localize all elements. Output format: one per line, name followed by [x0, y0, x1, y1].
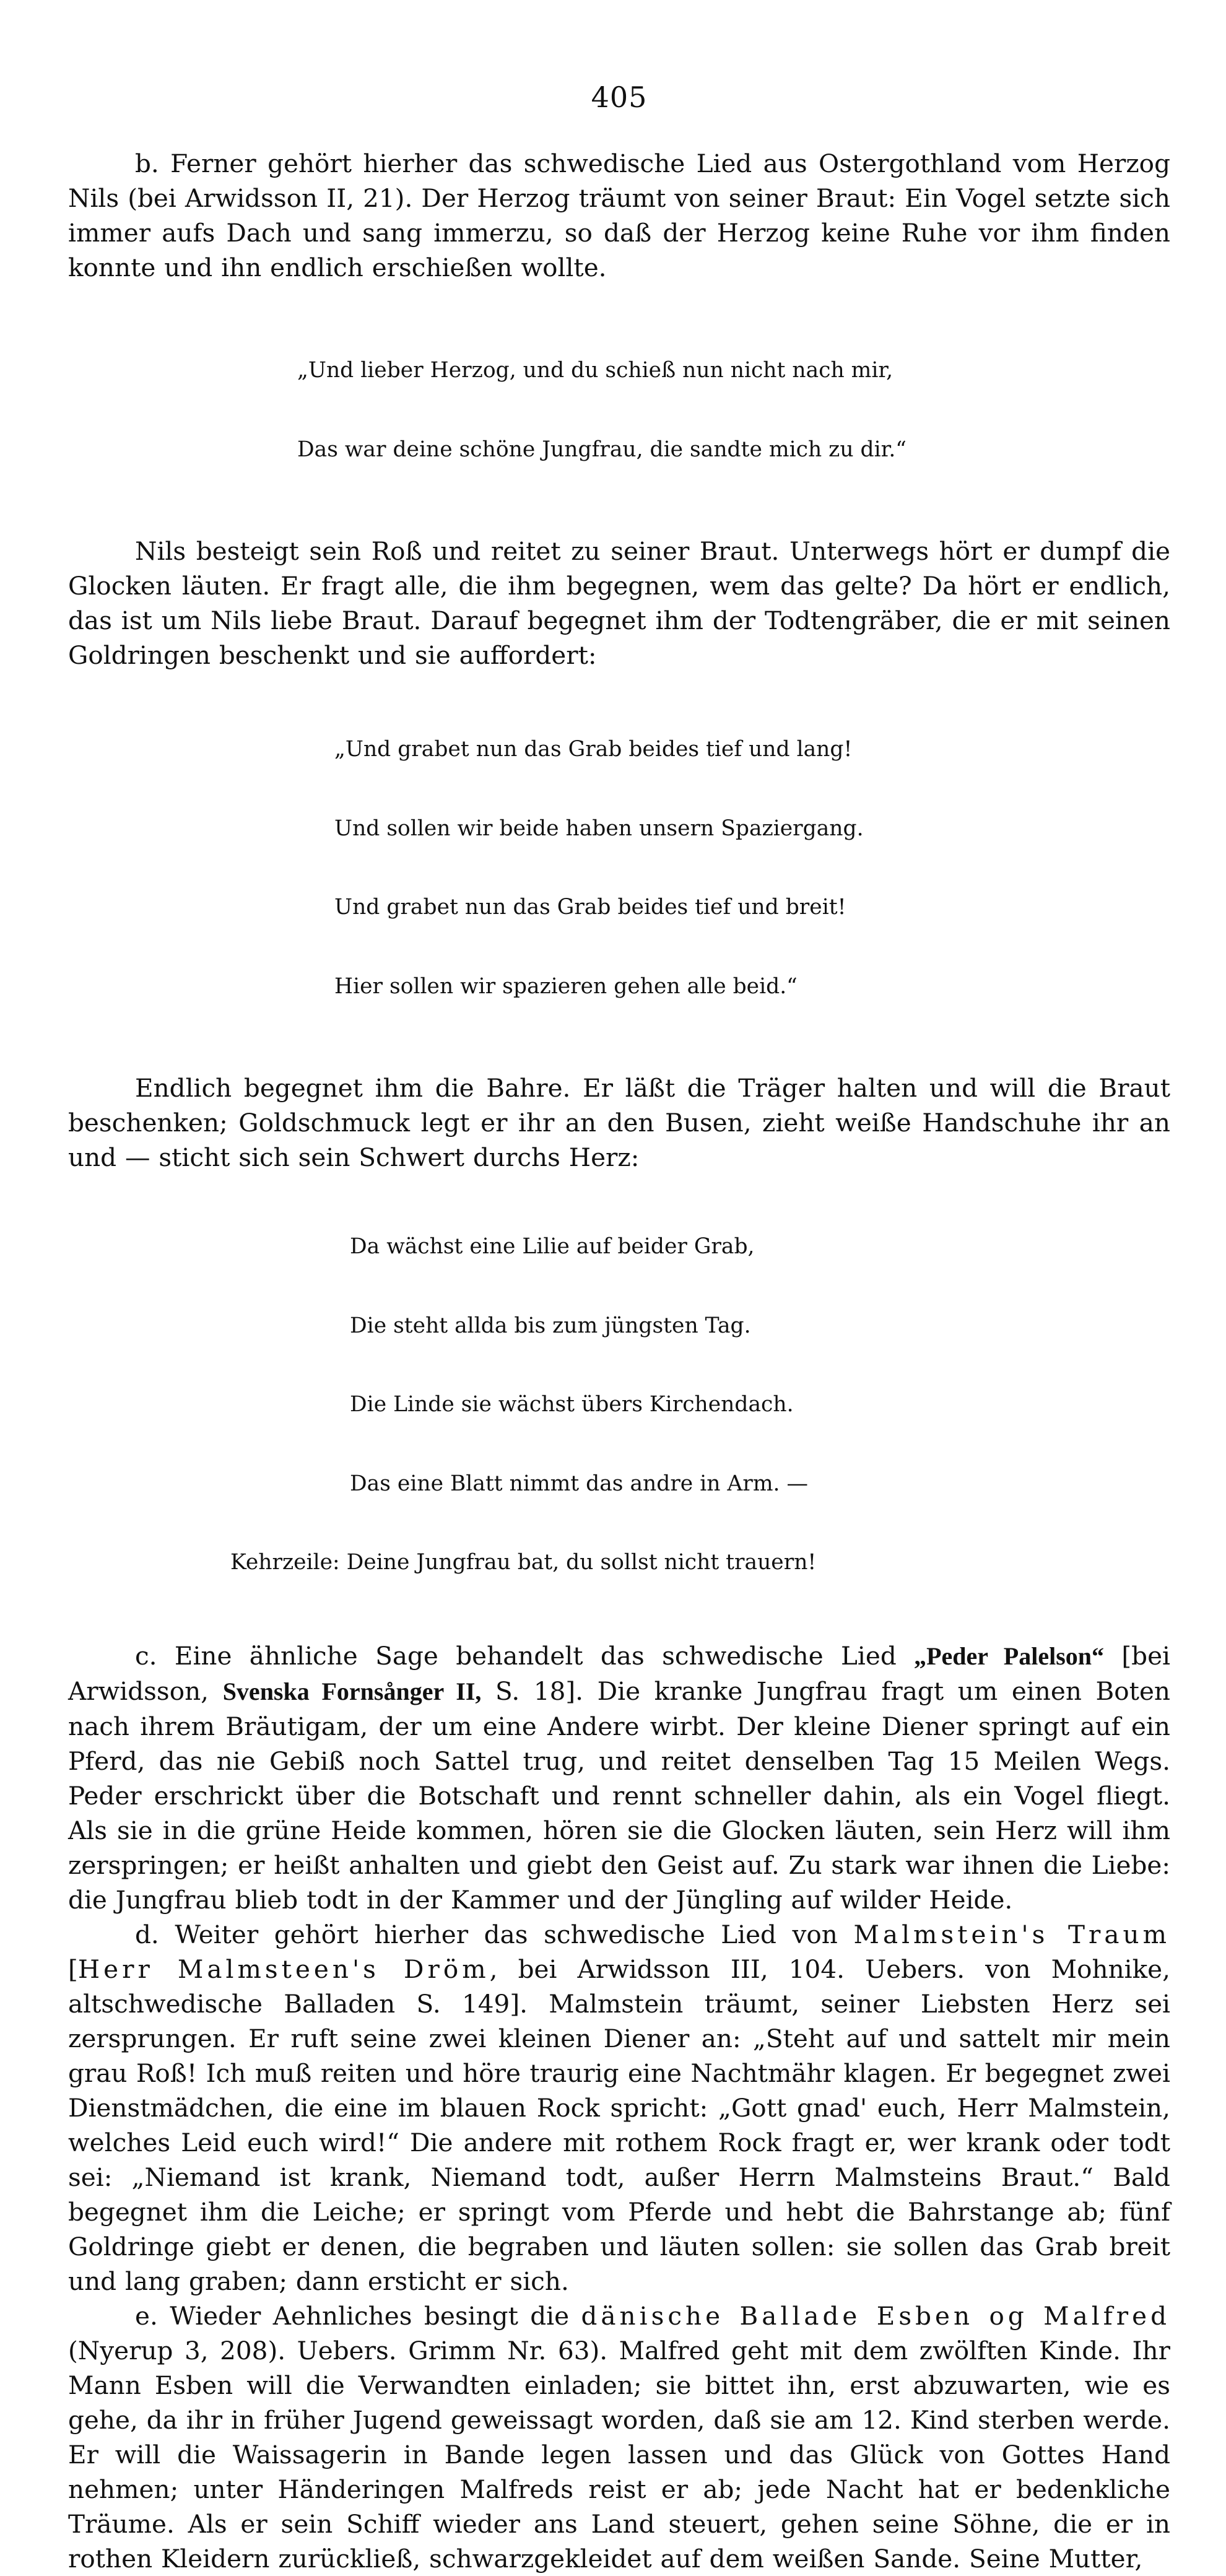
paragraph-c [68, 1638, 1170, 1917]
verse-herzog-nils [68, 305, 1170, 515]
paragraph-b: b. Ferner gehört hierher das schwedische Lied aus Ostergothland vom Herzog Nils (bei Arwidsson II, 21). Der Herzog träumt von seiner Braut: Ein Vogel setzte sich immer aufs Dach und sang immerzu, so daß der Herzog keine Ruhe vor ihm finden konnte und ihn endlich erschießen wollte. [68, 149, 1170, 282]
page-number: 405 [591, 80, 648, 114]
paragraph-b-continued: Nils besteigt sein Roß und reitet zu seiner Braut. Unterwegs hört er dumpf die Glocken läuten. Er fragt alle, die ihm begegnen, wem das gelte? Da hört er endlich, das ist um Nils liebe Braut. Darauf begegnet ihm der Todtengräber, die er mit seinen Goldringen beschenkt und sie auffordert: [68, 536, 1170, 670]
song-title: „Peder Palelson“ [914, 1642, 1105, 1670]
ballad-title: dänische Ballade Esben og Malfred [581, 2300, 1170, 2331]
verse-line: Das war deine schöne Jungfrau, die sandte mich zu dir.“ [297, 437, 906, 462]
verse-line: Da wächst eine Lilie auf beider Grab, [350, 1234, 755, 1259]
book-page [68, 80, 1170, 2576]
verse-line: „Und lieber Herzog, und du schieß nun nicht nach mir, [297, 358, 893, 383]
text-run: (Nyerup 3, 208). Uebers. Grimm Nr. 63). Malfred geht mit dem zwölften Kinde. Ihr Mann Esben will die Verwandten einladen; sie bittet ihn, erst abzuwarten, wie es gehe, da ihr in früher Jugend geweissagt worden, daß sie am 12. Kind sterben werde. Er will die Waissagerin in Bande legen lassen und das Glück von Gottes Hand nehmen; unter Händeringen Malfreds reist er ab; jede Nacht hat er bedenkliche Träume. Als er sein Schiff wieder ans Land steuert, gehen seine Söhne, die er in rothen Kleidern zurückließ, schwarzgekleidet auf dem weißen Sande. Seine Mutter, [68, 2335, 1170, 2574]
text-run: , bei Arwidsson III, 104. Uebers. von Mohnike, altschwedische Balladen S. 149]. Malmstein träumt, seiner Liebsten Herz sei zersprungen. Er ruft seine zwei kleinen Diener an: „Steht auf und sattelt mir mein grau Roß! Ich muß reiten und höre traurig eine Nachtmähr klagen. Er begegnet zwei Dienstmädchen, die eine im blauen Rock spricht: „Gott gnad' euch, Herr Malmstein, welches Leid euch wird!“ Die andere mit rothem Rock fragt er, wer krank oder todt sei: „Niemand ist krank, Niemand todt, außer Herrn Malmsteins Braut.“ Bald begegnet ihm die Leiche; er springt vom Pferde und hebt die Bahrstange ab; fünf Goldringe giebt er denen, die begraben und läuten sollen: sie sollen das Grab breit und lang graben; dann ersticht er sich. [68, 1954, 1170, 2296]
verse-line: Das eine Blatt nimmt das andre in Arm. — [350, 1471, 808, 1496]
paragraph-d [68, 1917, 1170, 2299]
text-run: [bei Arwidsson, [68, 1640, 1171, 1706]
song-title: Malmstein's Traum [853, 1919, 1170, 1949]
text-run: S. 18]. Die kranke Jungfrau fragt um einen Boten nach ihrem Bräutigam, der um eine Andere wirbt. Der kleine Diener springt auf ein Pferd, das nie Gebiß noch Sattel trug, und reitet denselben Tag 15 Meilen Wegs. Peder erschrickt über die Botschaft und rennt schneller dahin, als ein Vogel fliegt. Als sie in die grüne Heide kommen, hören sie die Glocken läuten, sein Herz will ihm zerspringen; er heißt anhalten und giebt den Geist auf. Zu stark war ihnen die Liebe: die Jungfrau blieb todt in der Kammer und der Jüngling auf wilder Heide. [68, 1676, 1170, 1915]
text-run: [ [68, 1954, 78, 1984]
refrain-line: Kehrzeile: Deine Jungfrau bat, du sollst nicht trauern! [230, 1550, 817, 1575]
verse-line: Hier sollen wir spazieren gehen alle beid.“ [334, 973, 798, 999]
text-run: d. Weiter gehört hierher das schwedische Lied von [135, 1919, 854, 1949]
paragraph-e [68, 2299, 1170, 2576]
verse-grave [68, 684, 1170, 1052]
text-run: e. Wieder Aehnliches besingt die [135, 2300, 581, 2331]
verse-line: „Und grabet nun das Grab beides tief und lang! [334, 737, 853, 762]
verse-line: Die Linde sie wächst übers Kirchendach. [350, 1392, 794, 1417]
verse-line: Und grabet nun das Grab beides tief und breit! [334, 895, 846, 920]
text-run: c. Eine ähnliche Sage behandelt das schwedische Lied [135, 1640, 915, 1671]
song-title-original: Herr Malmsteen's Dröm [77, 1954, 490, 1984]
verse-lily [68, 1181, 1170, 1629]
source-title: Svenska Fornsånger II, [222, 1677, 482, 1705]
verse-line: Die steht allda bis zum jüngsten Tag. [350, 1313, 751, 1338]
verse-line: Und sollen wir beide haben unsern Spaziergang. [334, 816, 864, 841]
paragraph-b-bahre: Endlich begegnet ihm die Bahre. Er läßt die Träger halten und will die Braut beschenken; Goldschmuck legt er ihr an den Busen, zieht weiße Handschuhe ihr an und — sticht sich sein Schwert durchs Herz: [68, 1073, 1170, 1172]
